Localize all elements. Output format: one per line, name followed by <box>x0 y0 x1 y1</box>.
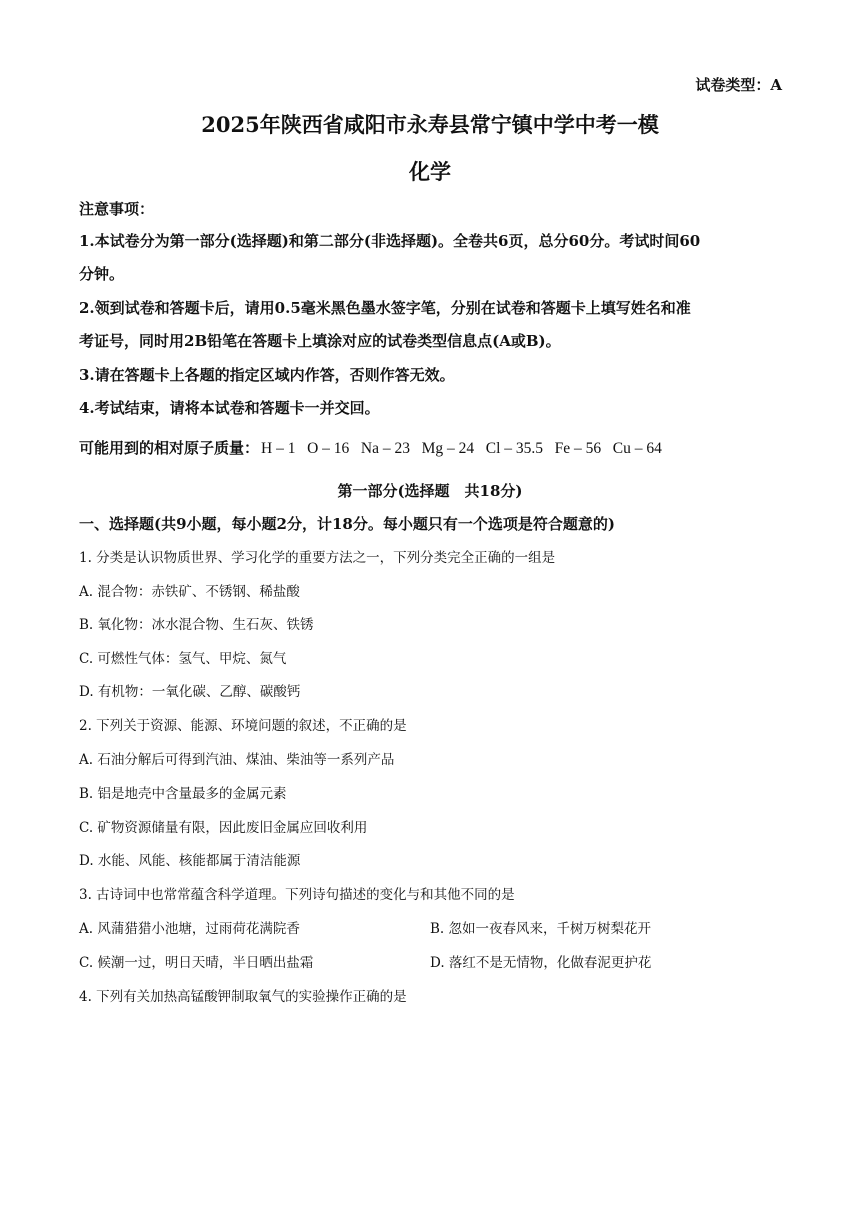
note-1-line-2: 分钟。 <box>79 265 125 283</box>
note-4: 4.考试结束，请将本试卷和答题卡一并交回。 <box>79 399 380 417</box>
question-2-option-c: C. 矿物资源储量有限，因此废旧金属应回收利用 <box>79 820 368 836</box>
notes-heading: 注意事项： <box>79 200 155 218</box>
atomic-mass-row <box>79 437 662 458</box>
question-1-option-b: B. 氧化物：冰水混合物、生石灰、铁锈 <box>79 617 314 633</box>
part-1-title: 第一部分(选择题 共18分) <box>337 482 523 500</box>
subject-title: 化学 <box>409 159 451 184</box>
question-1-option-d: D. 有机物：一氧化碳、乙醇、碳酸钙 <box>79 684 301 700</box>
question-3-option-a: A. 风蒲猎猎小池塘，过雨荷花满院香 <box>79 921 300 937</box>
question-3-option-b: B. 忽如一夜春风来，千树万树梨花开 <box>430 921 652 937</box>
question-1-option-c: C. 可燃性气体：氢气、甲烷、氮气 <box>79 651 287 667</box>
note-3: 3.请在答题卡上各题的指定区域内作答，否则作答无效。 <box>79 366 455 384</box>
question-4-stem: 4. 下列有关加热高锰酸钾制取氧气的实验操作正确的是 <box>79 989 407 1005</box>
note-2-line-1: 2.领到试卷和答题卡后，请用0.5毫米黑色墨水签字笔，分别在试卷和答题卡上填写姓名和准 <box>79 299 691 317</box>
question-2-option-b: B. 铝是地壳中含量最多的金属元素 <box>79 786 287 802</box>
paper-type-label: 试卷类型：A <box>695 76 782 94</box>
question-3-option-d: D. 落红不是无情物，化做春泥更护花 <box>430 955 652 971</box>
question-1-stem: 1. 分类是认识物质世界、学习化学的重要方法之一，下列分类完全正确的一组是 <box>79 550 556 566</box>
question-3-option-c: C. 候潮一过，明日天晴，半日晒出盐霜 <box>79 955 314 971</box>
note-2-line-2: 考证号，同时用2B铅笔在答题卡上填涂对应的试卷类型信息点(A或B)。 <box>79 332 561 350</box>
note-1-line-1: 1.本试卷分为第一部分(选择题)和第二部分(非选择题)。全卷共6页，总分60分。考试时间60 <box>79 232 701 250</box>
atomic-mass-values: H – 1 O – 16 Na – 23 Mg – 24 Cl – 35.5 Fe – 56 Cu – 64 <box>261 440 662 457</box>
question-1-option-a: A. 混合物：赤铁矿、不锈钢、稀盐酸 <box>79 584 300 600</box>
question-3-stem: 3. 古诗词中也常常蕴含科学道理。下列诗句描述的变化与和其他不同的是 <box>79 887 515 903</box>
question-2-option-a: A. 石油分解后可得到汽油、煤油、柴油等一系列产品 <box>79 752 395 768</box>
section-1-title: 一、选择题(共9小题，每小题2分，计18分。每小题只有一个选项是符合题意的) <box>79 515 615 533</box>
question-2-option-d: D. 水能、风能、核能都属于清洁能源 <box>79 853 301 869</box>
atomic-mass-label: 可能用到的相对原子质量： <box>79 439 260 457</box>
exam-title: 2025年陕西省咸阳市永寿县常宁镇中学中考一模 <box>201 112 659 137</box>
question-2-stem: 2. 下列关于资源、能源、环境问题的叙述，不正确的是 <box>79 718 407 734</box>
